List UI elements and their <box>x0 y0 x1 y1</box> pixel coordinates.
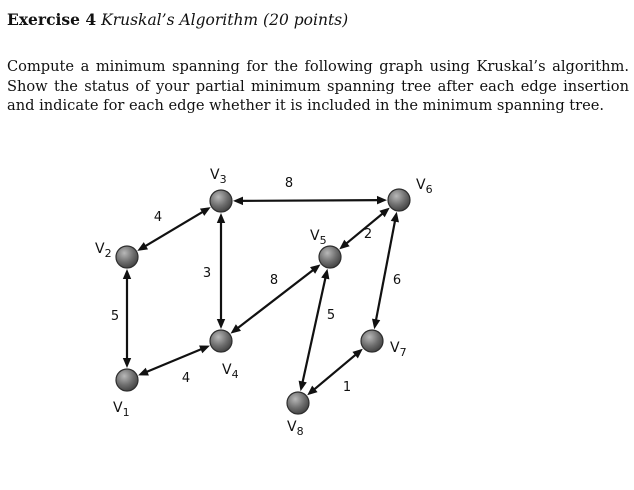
edge-v5-v8 <box>299 269 336 392</box>
arrowhead <box>138 368 149 376</box>
vertex-node <box>210 330 232 352</box>
edge-v4-v5 <box>231 264 321 333</box>
vertex-v5 <box>310 228 341 268</box>
arrowhead <box>299 381 307 392</box>
vertex-label: $V_4$ <box>222 362 239 381</box>
vertex-node <box>319 246 341 268</box>
edge-weight-label: 5 <box>326 308 336 323</box>
edge-weight-label: 3 <box>202 266 212 281</box>
vertex-label: $V_5$ <box>310 228 327 247</box>
arrowhead <box>233 197 243 205</box>
edge-line <box>144 348 205 373</box>
vertex-label: $V_6$ <box>416 177 433 196</box>
edge-weight-label: 8 <box>284 176 294 191</box>
edge-weight-label: 4 <box>181 371 191 386</box>
node-layer <box>95 167 433 438</box>
arrowhead <box>321 269 329 280</box>
edge-layer <box>111 176 401 395</box>
edge-weight-label: 5 <box>110 309 120 324</box>
edge-v5-v6 <box>339 208 389 250</box>
vertex-label: $V_1$ <box>113 400 130 419</box>
vertex-node <box>361 330 383 352</box>
vertex-v1 <box>113 369 138 419</box>
arrowhead <box>123 269 131 279</box>
arrowhead <box>377 196 387 204</box>
edge-v3-v4 <box>203 213 225 329</box>
vertex-v2 <box>95 241 138 268</box>
edge-v3-v6 <box>233 176 387 205</box>
exercise-subtitle: Kruskal’s Algorithm (20 points) <box>101 11 349 29</box>
vertex-label: $V_8$ <box>287 419 304 438</box>
edge-weight-label: 2 <box>363 227 373 242</box>
edge-line <box>239 200 381 201</box>
vertex-node <box>210 190 232 212</box>
edge-v2-v3 <box>137 207 210 251</box>
arrowhead <box>199 346 210 354</box>
edge-weight-label: 1 <box>342 380 352 395</box>
edge-line <box>142 210 205 248</box>
vertex-v4 <box>210 330 239 381</box>
vertex-node <box>116 369 138 391</box>
arrowhead <box>217 213 225 223</box>
vertex-node <box>116 246 138 268</box>
arrowhead <box>391 212 399 223</box>
vertex-v7 <box>361 330 407 359</box>
vertex-node <box>287 392 309 414</box>
edge-weight-label: 6 <box>392 273 402 288</box>
vertex-label: $V_3$ <box>210 167 227 186</box>
edge-v1-v4 <box>138 346 210 386</box>
arrowhead <box>372 319 380 330</box>
edge-v8-v7 <box>307 349 363 396</box>
arrowhead <box>123 358 131 368</box>
vertex-v3 <box>210 167 232 212</box>
vertex-label: $V_7$ <box>390 340 407 359</box>
edge-v6-v7 <box>372 212 401 329</box>
edge-v2-v1 <box>111 269 131 368</box>
arrowhead <box>217 319 225 329</box>
edge-line <box>312 353 358 392</box>
edge-weight-label: 4 <box>153 210 163 225</box>
edge-line <box>375 218 395 324</box>
vertex-label: $V_2$ <box>95 241 112 260</box>
exercise-heading: Exercise 4 <box>7 10 97 29</box>
edge-line <box>302 275 326 386</box>
vertex-v8 <box>287 392 309 438</box>
exercise-prompt: Compute a minimum spanning for the following graph using Kruskal’s algorithm. Show the status of your partial minimum spanning tree after each edge insertion and indicate for each edge whether it is included in the minimum spanning tree. <box>7 58 629 114</box>
edge-weight-label: 8 <box>269 273 279 288</box>
vertex-v6 <box>388 177 433 211</box>
vertex-node <box>388 189 410 211</box>
